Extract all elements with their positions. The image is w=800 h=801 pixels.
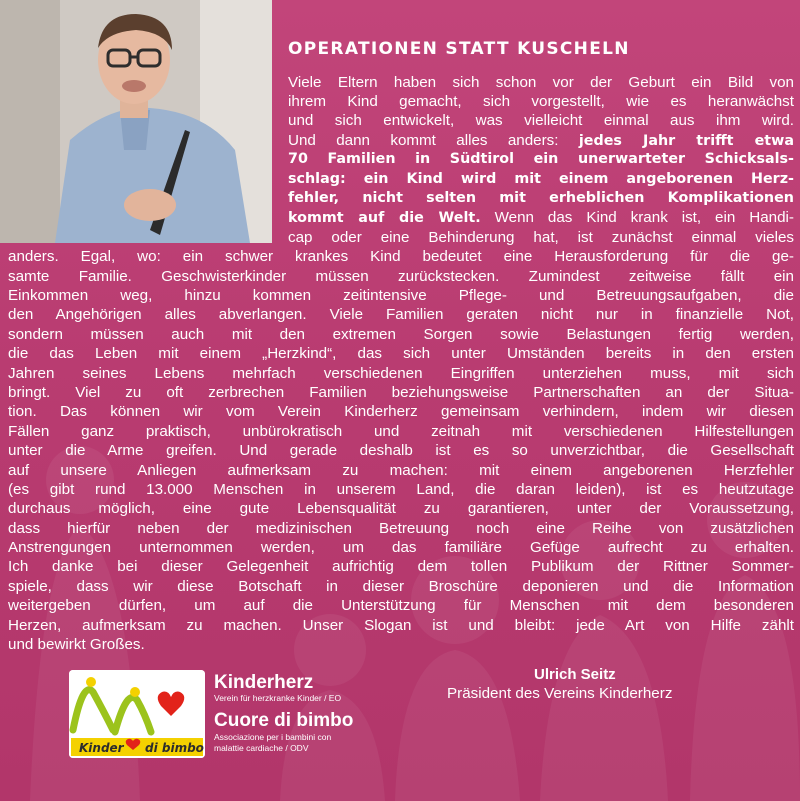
article-line: anders. Egal, wo: ein schwer krankes Kind bedeutet eine Herausforderung für die ge-: [8, 248, 794, 265]
article-line: cap oder eine Behinderung hat, ist zunächst einmal vieles: [288, 229, 794, 246]
article-line: Ich danke bei dieser Gelegenheit aufrichtig dem tollen Publikum der Rittner Sommer-: [8, 558, 794, 575]
article-line: spiele, dass wir diese Botschaft in dieser Broschüre deponieren und die Information: [8, 578, 794, 595]
article-line: samte Familie. Geschwisterkinder müssen zurückstecken. Zumindest zeitweise fällt ein: [8, 268, 794, 285]
article-line: durchaus möglich, eine gute Lebensqualität zu garantieren, unter der Voraussetzung,: [8, 500, 794, 517]
logo-text-left: Kinder: [79, 741, 124, 755]
org-subtitle-it: Associazione per i bambini con malattie cardiache / ODV: [214, 732, 332, 753]
article-line: den Angehörigen alles abverlangen. Viele Familien geraten nicht nur in finanzielle Not,: [8, 306, 794, 323]
org-name-it: Cuore di bimbo: [214, 710, 354, 731]
logo-text-right: di bimbo: [145, 741, 204, 755]
article-line: Einkommen weg, hinzu kommen zeitintensive Pflege- und Betreuungsaufgaben, die: [8, 287, 794, 304]
article-line: auf unsere Anliegen aufmerksam zu machen: mit einem angeborenen Herzfehler: [8, 462, 794, 479]
article-line: weitergeben dürfen, um auf die Unterstützung für Menschen mit dem besonderen: [8, 597, 794, 614]
article-line: unter die Arme greifen. Und gerade deshalb ist es so unverzichtbar, die Gesellschaft: [8, 442, 794, 459]
article-headline: OPERATIONEN STATT KUSCHELN: [288, 39, 630, 59]
kinderherz-logo-icon: [69, 670, 205, 758]
article-line: Viele Eltern haben sich schon vor der Geburt ein Bild von: [288, 74, 794, 91]
signature-role: Präsident des Vereins Kinderherz: [447, 685, 673, 702]
article-line: dass hierfür neben der medizinischen Betreuung noch eine Reihe von zusätzlichen: [8, 520, 794, 537]
article-line: ihrem Kind gemacht, sich vorgestellt, wie es heranwächst: [288, 93, 794, 110]
article-line: kommt auf die Welt. Wenn das Kind krank ist, ein Handi-: [288, 209, 794, 226]
article-line: 70 Familien in Südtirol ein unerwarteter Schicksals-: [288, 151, 794, 167]
org-subtitle-de: Verein für herzkranke Kinder / EO: [214, 693, 342, 703]
article-line: Fällen ganz praktisch, unbürokratisch und zeitnah mit verschiedenen Hilfestellungen: [8, 423, 794, 440]
article-line: und sich entwickelt, was vielleicht einmal aus ihm wird.: [288, 112, 794, 129]
article-line: bringt. Viel zu oft zerbrechen Familien beziehungsweise Partnerschaften an der Situa-: [8, 384, 794, 401]
org-name-de: Kinderherz: [214, 672, 314, 693]
signature-name: Ulrich Seitz: [534, 666, 616, 683]
article-line: und bewirkt Großes.: [8, 636, 145, 653]
article-line: schlag: ein Kind wird mit einem angeborenen Herz-: [288, 171, 794, 187]
article-line: tion. Das können wir vom Verein Kinderherz gemeinsam verhindern, indem wir diesen: [8, 403, 794, 420]
article-line: die das Leben mit einem „Herzkind“, das sich unter Umständen bereits in den ersten: [8, 345, 794, 362]
article-line: sondern müssen auch mit den extremen Sorgen sowie Belastungen fertig werden,: [8, 326, 794, 343]
article-line: (es gibt rund 13.000 Menschen in unserem Land, die daran leiden), ist es heutzutage: [8, 481, 794, 498]
article-line: Herzen, aufmerksam zu machen. Unser Slogan ist und bleibt: jede Art von Hilfe zählt: [8, 617, 794, 634]
kinderherz-logo: [69, 670, 205, 758]
article-line: Anstrengungen unternommen werden, um das familiäre Gefüge aufrecht zu erhalten.: [8, 539, 794, 556]
article-line: Jahren seines Lebens mehrfach verschiedenen Eingriffen unterziehen muss, mit sich: [8, 365, 794, 382]
article-line: Und dann kommt alles anders: jedes Jahr trifft etwa: [288, 132, 794, 149]
article-line: fehler, nicht selten mit erheblichen Komplikationen: [288, 190, 794, 206]
